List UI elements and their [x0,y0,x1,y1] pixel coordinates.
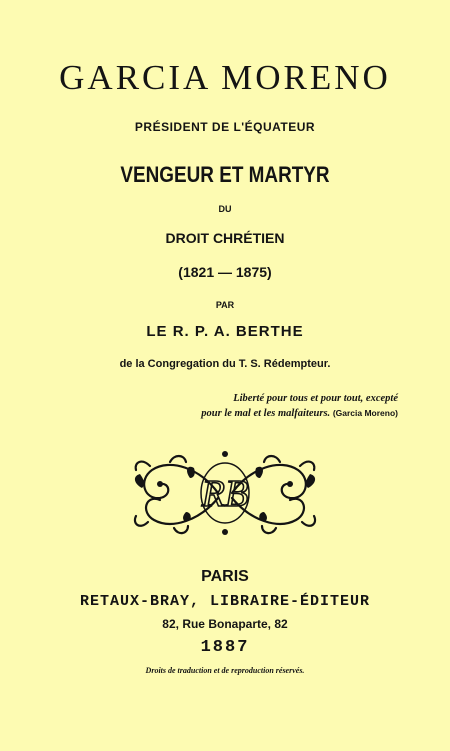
monogram-text: RB [201,473,249,515]
by-label: PAR [215,300,235,310]
subtitle-vengeur: VENGEUR ET MARTYR [120,162,330,187]
book-title: GARCIA MORENO [59,58,391,97]
author-congregation: de la Congregation du T. S. Rédempteur. [119,358,331,370]
epigraph-line-1: Liberté pour tous et pour tout, excepté [233,393,398,404]
ornamental-monogram-icon [130,448,320,538]
imprint-address: 82, Rue Bonaparte, 82 [162,617,288,631]
subtitle-du: DU [218,204,232,214]
epigraph-line-2-text: pour le mal et les malfaiteurs. [201,408,331,419]
imprint-year: 1887 [200,638,250,657]
epigraph-attribution: (Garcia Moreno) [332,408,398,418]
epigraph-line-2 [201,406,398,421]
epigraph [201,392,398,421]
imprint-publisher: RETAUX-BRAY, LIBRAIRE-ÉDITEUR [79,593,371,610]
life-dates: (1821 — 1875) [178,264,272,280]
subtitle-president: PRÉSIDENT DE L'ÉQUATEUR [134,120,316,134]
author-name: LE R. P. A. BERTHE [146,323,304,340]
imprint-rights: Droits de traduction et de reproduction réservés. [145,666,305,675]
imprint-city: PARIS [201,568,249,585]
subtitle-droit: DROIT CHRÉTIEN [165,230,285,246]
